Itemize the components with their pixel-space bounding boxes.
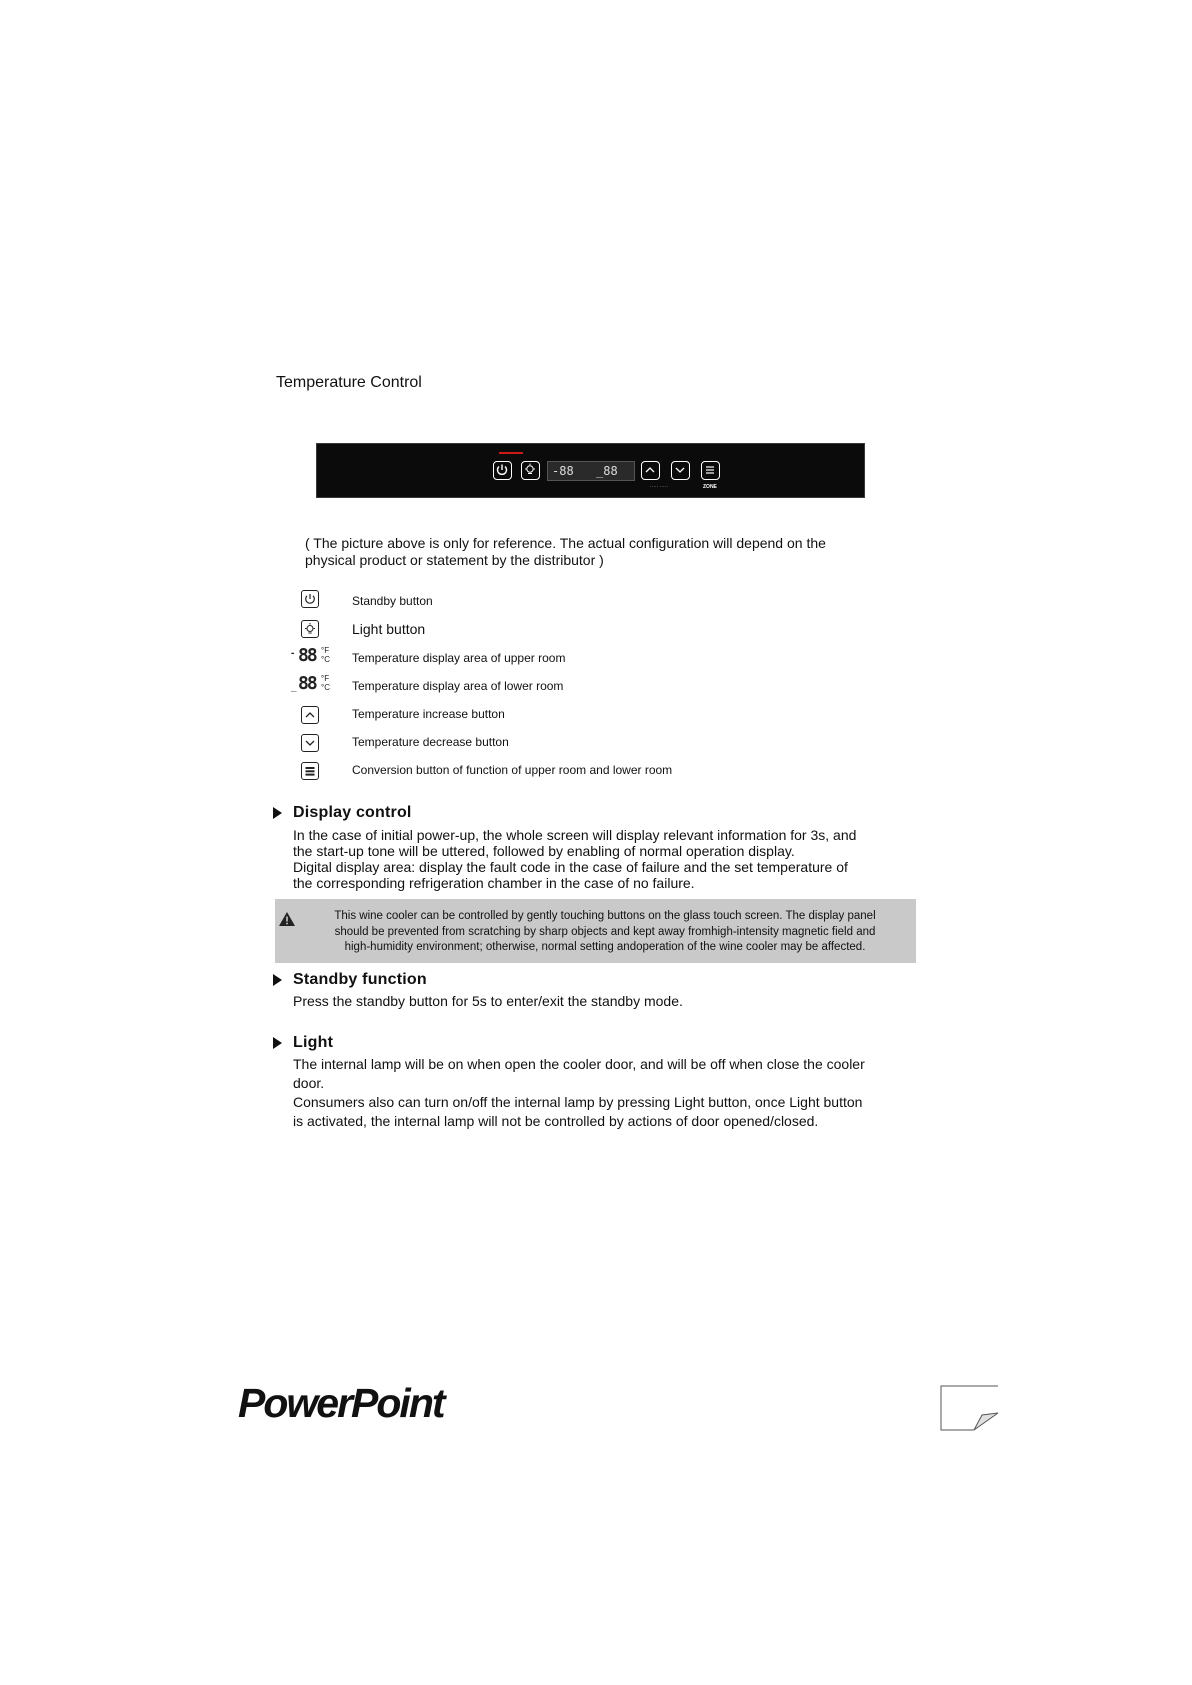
legend-label-conversion: Conversion button of function of upper room and lower room	[352, 763, 673, 777]
power-icon	[301, 590, 319, 608]
unit-f: °F	[321, 646, 330, 655]
light-bulb-icon	[301, 620, 319, 638]
legend-label-light: Light button	[352, 621, 426, 637]
unit-c: °C	[321, 655, 330, 664]
standby-heading: Standby function	[293, 971, 427, 988]
bullet-triangle-icon	[273, 1037, 282, 1049]
page-number-box	[940, 1385, 998, 1431]
lower-display-icon: _ 88 °F °C	[291, 673, 330, 694]
light-heading: Light	[293, 1034, 334, 1051]
brand-logo: PowerPoint	[238, 1380, 444, 1426]
light-bulb-icon	[521, 461, 540, 480]
chevron-down-icon	[301, 734, 319, 752]
section-title: Temperature Control	[276, 374, 422, 391]
zone-label: ZONE	[703, 484, 717, 490]
standby-text: Press the standby button for 5s to enter/exit the standby mode.	[293, 993, 683, 1009]
reference-note	[305, 535, 895, 568]
display-control-heading: Display control	[293, 804, 412, 821]
warning-icon	[278, 911, 296, 927]
menu-icon	[701, 461, 720, 480]
lower-display-value: _88	[596, 464, 618, 478]
chevron-down-icon	[671, 461, 690, 480]
legend-label-decrease: Temperature decrease button	[352, 735, 509, 749]
upper-display-value: -88	[552, 464, 574, 478]
chevron-up-icon	[641, 461, 660, 480]
upper-display-icon: - 88 °F °C	[291, 645, 330, 666]
lower-display-digits: 88	[298, 673, 316, 694]
control-panel-image	[316, 443, 865, 498]
warning-box	[275, 899, 916, 963]
unit-f: °F	[321, 674, 330, 683]
legend-label-lower-display: Temperature display area of lower room	[352, 679, 564, 693]
chevron-up-icon	[301, 706, 319, 724]
upper-display-digits: 88	[298, 645, 316, 666]
bullet-triangle-icon	[273, 974, 282, 986]
note-line-2: physical product or statement by the distributor )	[305, 551, 604, 568]
note-line-1: ( The picture above is only for reference. The actual configuration will depend on the	[305, 535, 826, 551]
temperature-display	[547, 461, 635, 481]
warning-text: This wine cooler can be controlled by gently touching buttons on the glass touch screen. The display panel should be prevented from scratching by sharp objects and kept away fromhigh-intensity magnetic field and high-humidity environment; otherwise, normal setting andoperation of the wine cooler may be affected.	[334, 910, 876, 953]
legend-label-increase: Temperature increase button	[352, 707, 505, 721]
unit-c: °C	[321, 683, 330, 692]
power-icon	[493, 461, 512, 480]
menu-icon	[301, 762, 319, 780]
display-control-text: In the case of initial power-up, the whole screen will display relevant information for 3s, and the start-up tone will be uttered, followed by enabling of normal operation display. Digital display area: display the fault code in the case of failure and the set temperature of the corresponding refrigeration chamber in the case of no failure.	[293, 827, 857, 891]
indicator-line	[499, 452, 523, 454]
legend-label-standby: Standby button	[352, 594, 433, 608]
light-text: The internal lamp will be on when open the cooler door, and will be off when close the cooler door. Consumers also can turn on/off the internal lamp by pressing Light button, once Light button is activated, the internal lamp will not be controlled by actions of door opened/closed.	[293, 1056, 865, 1129]
bullet-triangle-icon	[273, 807, 282, 819]
legend-label-upper-display: Temperature display area of upper room	[352, 651, 566, 665]
panel-dots: ····· ·····	[650, 484, 669, 490]
